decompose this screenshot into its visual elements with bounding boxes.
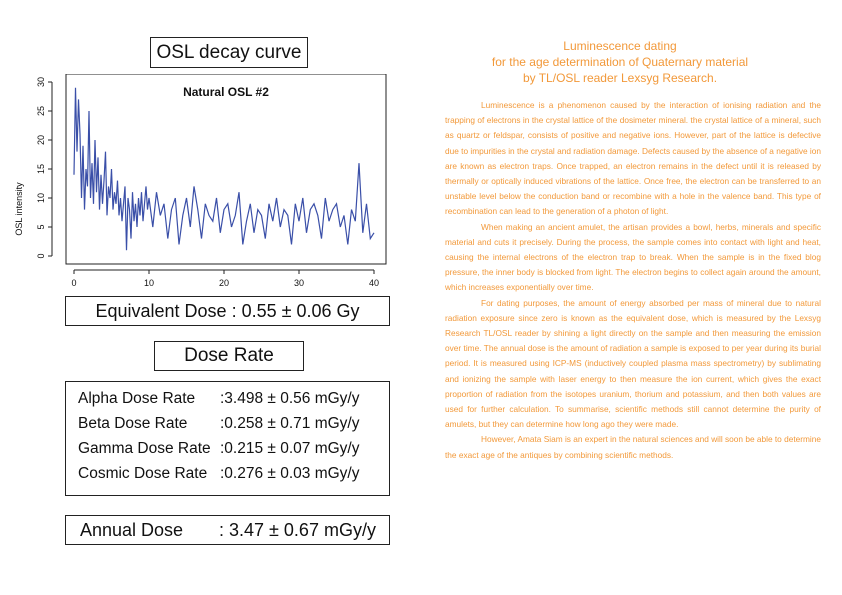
rate-label: Beta Dose Rate [78, 415, 188, 432]
y-tick-label: 10 [36, 192, 46, 204]
annual-dose-label: Annual Dose [80, 519, 184, 540]
paragraph: However, Amata Siam is an expert in the natural sciences and will soon be able to determine the exact age of the antiques by combining scientific methods. [445, 434, 821, 460]
rate-value: :3.498 ± 0.56 mGy/y [220, 390, 360, 407]
y-tick-label: 25 [36, 105, 46, 117]
y-tick-label: 15 [36, 163, 46, 175]
rate-row-gamma [78, 440, 360, 458]
y-tick-label: 0 [36, 253, 46, 259]
x-tick-label: 0 [71, 278, 77, 288]
equivalent-dose-label: Equivalent Dose [95, 300, 227, 321]
y-axis-label: OSL intensity [14, 182, 24, 236]
paragraph: When making an ancient amulet, the artisan provides a bowl, herbs, minerals and specific material and cuts it precisely. During the process, the sample comes into contact with light and heat, causing the internal electrons of the electron trap to break. When the sample is in the fixed blog pressure, the inner body is blocked from light. The electron begins to collect again around the amount, which increases exponentially over time. [445, 221, 821, 293]
paragraph: Luminescence is a phenomenon caused by the interaction of ionising radiation and the trapping of electrons in the crystal lattice of the dosimeter mineral. the crystal lattice of a mineral, such as quartz or feldspar, consists of positive and negative ions. However, part of the lattice is defective due to impurities in the crystal and radiation damage. Defects caused by the absence of a negative ion are known as electron traps. Once trapped, an electron remains in the defect until it is released by thermally or optically induced vibrations of the lattice. Once free, the electron can be transferred to an unstable level below the conduction band or recombine with a hole in the valence band. This type of recombination can lead to the generation of a photon of light. [445, 100, 821, 217]
y-tick-label: 20 [36, 134, 46, 146]
osl-decay-chart [8, 74, 390, 296]
x-tick-label: 40 [368, 278, 380, 288]
osl-title-box [150, 37, 308, 68]
article-title-line: for the age determination of Quaternary material [491, 55, 749, 69]
annual-dose-box [65, 515, 390, 545]
plot-frame [66, 74, 386, 264]
equivalent-dose-box [65, 296, 390, 326]
rate-row-beta [78, 415, 360, 433]
dose-rate-title-box [154, 341, 304, 371]
rate-label: Gamma Dose Rate [78, 440, 211, 457]
annual-dose-value: : 3.47 ± 0.67 mGy/y [219, 519, 376, 540]
rate-value: :0.276 ± 0.03 mGy/y [220, 465, 360, 482]
equivalent-dose-value: : 0.55 ± 0.06 Gy [231, 300, 360, 321]
rate-value: :0.258 ± 0.71 mGy/y [220, 415, 360, 432]
y-tick-label: 30 [36, 76, 46, 88]
dose-rate-title: Dose Rate [184, 345, 274, 366]
dose-rates-box [65, 381, 390, 496]
rate-label: Alpha Dose Rate [78, 390, 196, 407]
article-title-line: Luminescence dating [563, 39, 677, 53]
article-title [470, 38, 770, 86]
article-title-line: by TL/OSL reader Lexsyg Research. [522, 71, 718, 85]
osl-series-line [74, 88, 374, 250]
x-tick-label: 20 [218, 278, 230, 288]
x-tick-label: 10 [143, 278, 155, 288]
rate-value: :0.215 ± 0.07 mGy/y [220, 440, 360, 457]
chart-title: Natural OSL #2 [183, 85, 269, 99]
y-tick-label: 5 [36, 224, 46, 230]
article-body [445, 98, 821, 463]
rate-label: Cosmic Dose Rate [78, 465, 208, 482]
osl-title: OSL decay curve [156, 41, 302, 63]
paragraph: For dating purposes, the amount of energy absorbed per mass of mineral due to natural radiation exposure since zero is known as the equivalent dose, which is measured by the Lexsyg Research TL/OSL reader by shining a light directly on the sample and then measuring the emission over time. The annual dose is the amount of radiation a sample is exposed to per year during its burial period. It is measured using ICP-MS (inductively coupled plasma mass spectrometry) by sublimating and ionizing the sample with laser energy to then measure the ion current, which gives the exact proportion of radiation from the isotopes uranium, thorium and potassium, and then both values are used for further calculation. To summarise, scientific methods still cannot determine the purity of amulets, but they can determine how long ago they were made. [445, 297, 821, 430]
rate-row-alpha [78, 390, 360, 408]
rate-row-cosmic [78, 465, 360, 483]
x-tick-label: 30 [293, 278, 305, 288]
